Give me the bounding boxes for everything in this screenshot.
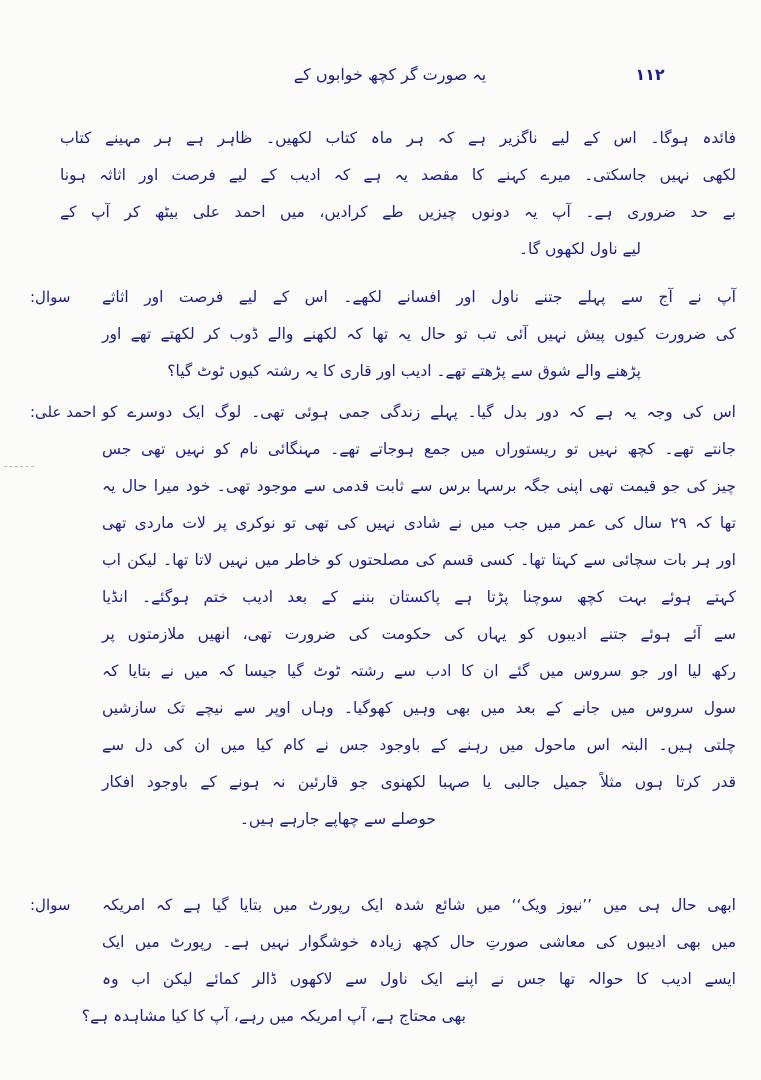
- text-line: چلتی ہیں۔ البتہ اس ماحول میں رہنے کے باوجود جس نے کام کیا میں ان کی دل سے: [102, 736, 736, 754]
- question-paragraph: [30, 279, 736, 390]
- text-line: لکھی نہیں جاسکتی۔ میرے کہنے کا مقصد یہ ہے کہ ادیب کے لیے فرصت اور اثاثہ ہونا: [60, 166, 736, 184]
- page-number: ۱۱۲: [635, 65, 665, 84]
- question-paragraph: [30, 887, 736, 1035]
- text-line: فائدہ ہوگا۔ اس کے لیے ناگزیر ہے کہ ہر ماہ کتاب لکھیں۔ ظاہر ہے ہر مہینے کتاب: [60, 129, 736, 147]
- text-line: ایسے ادیب کا حوالہ تھا جس نے اپنے ایک ناول سے لاکھوں ڈالر کمائے لیکن اب وہ: [102, 970, 736, 988]
- text-line: کی ضرورت کیوں پیش نہیں آئی تب تو حال یہ تھا کہ لکھنے والے ڈوب کر لکھتے تھے اور: [102, 325, 736, 343]
- text-line: بے حد ضروری ہے۔ آپ یہ دونوں چیزیں طے کرادیں، میں احمد علی بیٹھ کر آپ کے: [60, 203, 736, 221]
- text-line: کہتے ہوئے بہت کچھ سوچنا پڑتا ہے پاکستان بننے کے بعد ادیب ختم ہوگئے۔ انڈیا: [102, 588, 736, 606]
- text-line: چیز کی جو قیمت تھی اپنی جگہ برسہا برس سے ثابت قدمی سے موجود تھی۔ خود میرا حال یہ: [102, 477, 736, 495]
- running-header-title: یہ صورت گر کچھ خوابوں کے: [293, 65, 487, 84]
- text-line: بھی محتاج ہے، آپ امریکہ میں رہے، آپ کا کیا مشاہدہ ہے؟: [81, 1007, 466, 1025]
- text-line: سے آئے ہوئے جتنے ادیبوں کو یہاں کی حکومت کی ضرورت تھی، انھیں ملازمتوں پر: [102, 625, 736, 643]
- text-line: ابھی حال ہی میں ’’نیوز ویک‘‘ میں شائع شدہ ایک رپورٹ میں بتایا گیا ہے کہ امریکہ: [102, 896, 736, 914]
- text-line: لیے ناول لکھوں گا۔: [518, 240, 641, 258]
- text-line: رکھ لیا اور جو سروس میں گئے ان کا ادب سے رشتہ ٹوٹ گیا جیسا کہ میں نے بتایا کہ: [102, 662, 736, 680]
- text-line: حوصلے سے چھاپے جارہے ہیں۔: [239, 810, 436, 828]
- text-line: تھا کہ ۲۹ سال کی عمر میں جب میں نے شادی نہیں کی تھی تو نوکری پر لات ماردی تھی: [102, 514, 737, 532]
- text-line: آپ نے آج سے پہلے جتنے ناول اور افسانے لکھے۔ اس کے لیے فرصت اور اثاثے: [102, 288, 736, 306]
- text-line: جانتے تھے۔ کچھ نہیں تو ریستوراں میں جمع ہوجاتے تھے۔ مہنگائی نام کو نہیں تھی جس: [102, 440, 736, 458]
- text-line: اس کی وجہ یہ ہے کہ دور بدل گیا۔ پہلے زندگی جمی ہوئی تھی۔ لوگ ایک دوسرے کو: [102, 403, 736, 421]
- speaker-label-question: سوال:: [30, 288, 71, 306]
- text-line: سول سروس میں جانے کے بعد میں بھی وہیں کھوگیا۔ وہاں اوپر سے نیچے تک سازشیں: [102, 699, 736, 717]
- answer-continuation-paragraph: [60, 120, 736, 268]
- speaker-label-ahmed-ali: احمد علی:: [30, 403, 97, 421]
- text-line: اور ہر بات سچائی سے کہتا تھا۔ کسی قسم کی مصلحتوں کو خاطر میں نہیں لاتا تھا۔ لیکن اب: [102, 551, 736, 569]
- answer-paragraph: [30, 394, 736, 838]
- speaker-label-question: سوال:: [30, 896, 71, 914]
- text-line: قدر کرتا ہوں مثلاً جمیل جالبی یا صہبا لکھنوی جو قارئین نہ ہونے کے باوجود افکار: [102, 773, 736, 791]
- text-line: میں بھی ادیبوں کی معاشی صورتِ حال کچھ زیادہ خوشگوار نہیں ہے۔ رپورٹ میں ایک: [102, 933, 736, 951]
- text-line: پڑھنے والے شوق سے پڑھتے تھے۔ ادیب اور قاری کا یہ رشتہ کیوں ٹوٹ گیا؟: [167, 362, 641, 380]
